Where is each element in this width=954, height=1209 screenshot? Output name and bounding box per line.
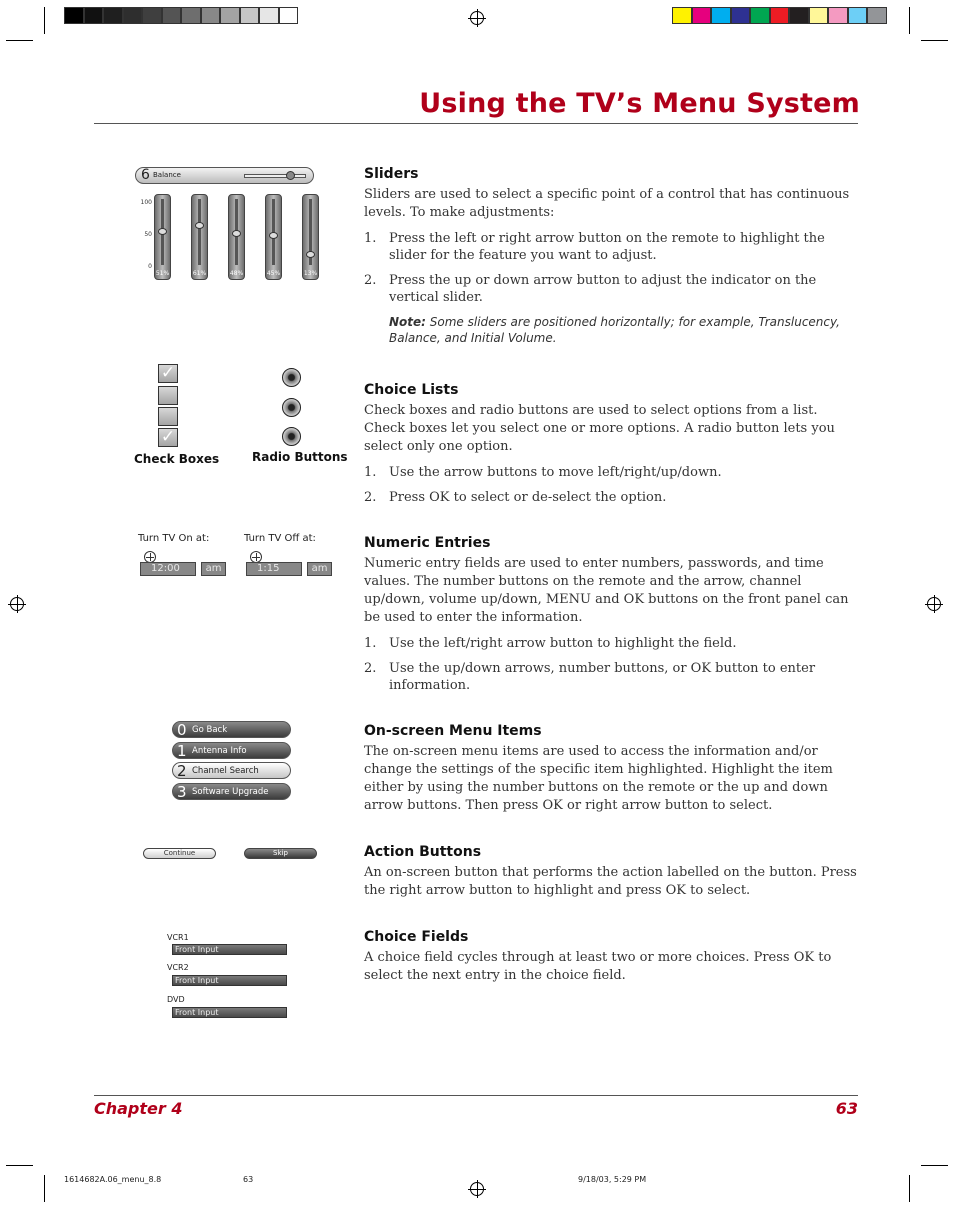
section-intro: Numeric entry fields are used to enter numbers, passwords, and time values. The number buttons on the remote and the arrow, channel up/down, volume up/down, MENU and OK buttons on the front panel can be used to enter the information. [364, 556, 849, 625]
continue-button[interactable]: Continue [143, 848, 216, 859]
radio-button[interactable] [282, 427, 301, 446]
slider-knob[interactable] [269, 232, 278, 239]
vertical-slider[interactable] [154, 194, 171, 280]
crop-mark [921, 1165, 948, 1166]
turn-on-time-field[interactable]: 12:00 [140, 562, 196, 576]
menu-item-label: Software Upgrade [192, 787, 269, 797]
action-buttons-section [364, 844, 858, 900]
menu-item-software-upgrade[interactable] [172, 783, 291, 800]
registration-mark-icon [470, 1182, 484, 1196]
step-item: 1. Use the left/right arrow button to highlight the field. [364, 636, 737, 651]
crop-mark [44, 7, 45, 34]
choice-fields-section [364, 929, 858, 985]
menu-item-label: Channel Search [192, 766, 259, 776]
choice-field[interactable]: Front Input [172, 1007, 287, 1018]
color-swatch [220, 7, 240, 24]
slider-knob[interactable] [286, 171, 295, 180]
slider-value: 48% [229, 270, 244, 277]
registration-mark-icon [470, 11, 484, 25]
section-heading: Numeric Entries [364, 535, 491, 551]
step-item: 1. Press the left or right arrow button on the remote to highlight the slider for the feature you want to adjust. [364, 231, 825, 263]
color-swatch [848, 7, 868, 24]
color-swatch [750, 7, 770, 24]
steps-list [364, 635, 858, 694]
step-item: 2. Use the up/down arrows, number buttons, or OK button to enter information. [364, 661, 816, 693]
turn-off-label: Turn TV Off at: [244, 533, 316, 544]
crop-mark [921, 40, 948, 41]
radio-button[interactable] [282, 368, 301, 387]
menu-item-channel-search[interactable] [172, 762, 291, 779]
choice-field[interactable]: Front Input [172, 944, 287, 955]
choice-lists-section [364, 382, 858, 514]
color-swatch [711, 7, 731, 24]
slider-knob[interactable] [158, 228, 167, 235]
color-swatch [731, 7, 751, 24]
section-heading: Choice Fields [364, 929, 469, 945]
slug-page: 63 [243, 1175, 254, 1184]
section-intro: Check boxes and radio buttons are used to select options from a list. Check boxes let you select one or more options. A radio button lets you select only one option. [364, 403, 835, 454]
color-swatch [162, 7, 182, 24]
registration-mark-icon [927, 597, 941, 611]
color-swatch [867, 7, 887, 24]
chapter-label: Chapter 4 [94, 1099, 183, 1118]
color-swatch [240, 7, 260, 24]
footer-rule [94, 1095, 858, 1096]
skip-button[interactable]: Skip [244, 848, 317, 859]
menu-item-antenna-info[interactable] [172, 742, 291, 759]
slider-value: 51% [155, 270, 170, 277]
menu-item-label: Go Back [192, 725, 228, 735]
color-swatch [809, 7, 829, 24]
color-swatch [181, 7, 201, 24]
choice-field[interactable]: Front Input [172, 975, 287, 986]
step-item: 2. Press OK to select or de-select the option. [364, 490, 667, 505]
sliders-section [364, 166, 858, 346]
radio-button[interactable] [282, 398, 301, 417]
slider-knob[interactable] [195, 222, 204, 229]
menu-item-label: Antenna Info [192, 746, 247, 756]
slider-knob[interactable] [232, 230, 241, 237]
slug-filename: 1614682A.06_menu_8.8 [64, 1175, 162, 1184]
steps-list [364, 230, 858, 306]
checkbox[interactable]: ✓ [158, 428, 178, 447]
crop-mark [909, 7, 910, 34]
section-intro: An on-screen button that performs the action labelled on the button. Press the right arrow button to highlight and press OK to select. [364, 865, 857, 898]
page-number: 63 [835, 1099, 858, 1118]
menu-items-section [364, 723, 858, 815]
menu-item-number: 1 [177, 742, 187, 760]
menu-item-number: 3 [177, 783, 187, 801]
crop-mark [44, 1175, 45, 1202]
crop-mark [6, 1165, 33, 1166]
vertical-slider[interactable] [228, 194, 245, 280]
section-intro: A choice field cycles through at least two or more choices. Press OK to select the next entry in the choice field. [364, 950, 832, 983]
slug-date: 9/18/03, 5:29 PM [578, 1175, 647, 1184]
check-boxes-caption: Check Boxes [134, 452, 220, 466]
note: Note: Some sliders are positioned horizontally; for example, Translucency, Balance, and Initial Volume. [389, 315, 840, 345]
color-swatch [201, 7, 221, 24]
balance-slider[interactable] [135, 167, 314, 184]
color-swatch [828, 7, 848, 24]
checkbox[interactable] [158, 386, 178, 405]
slider-value: 61% [192, 270, 207, 277]
axis-label: 50 [144, 231, 152, 238]
header-rule [94, 123, 858, 124]
color-swatch [123, 7, 143, 24]
turn-on-label: Turn TV On at: [138, 533, 210, 544]
section-heading: Choice Lists [364, 382, 459, 398]
color-swatch [142, 7, 162, 24]
section-intro: Sliders are used to select a specific point of a control that has continuous levels. To make adjustments: [364, 187, 850, 220]
choice-field-label: VCR1 [167, 933, 189, 942]
registration-mark-icon [10, 597, 24, 611]
color-swatch [770, 7, 790, 24]
radio-buttons-caption: Radio Buttons [252, 450, 348, 464]
section-heading: Action Buttons [364, 844, 482, 860]
color-swatch [789, 7, 809, 24]
section-heading: Sliders [364, 166, 419, 182]
axis-label: 0 [148, 263, 152, 270]
color-swatch [279, 7, 299, 24]
slider-knob[interactable] [306, 251, 315, 258]
slider-value: 45% [266, 270, 281, 277]
checkbox[interactable] [158, 407, 178, 426]
menu-item-number: 0 [177, 721, 187, 739]
menu-item-go-back[interactable] [172, 721, 291, 738]
crop-mark [909, 1175, 910, 1202]
crop-mark [6, 40, 33, 41]
axis-label: 100 [140, 199, 152, 206]
color-swatch [672, 7, 692, 24]
numeric-entries-section [364, 535, 858, 702]
color-swatch [692, 7, 712, 24]
section-intro: The on-screen menu items are used to access the information and/or change the settings of the specific item highlighted. Highlight the item either by using the number buttons on the remote or the up and down arrow buttons. Then press OK or right arrow button to select. [364, 744, 833, 813]
step-item: 1. Use the arrow buttons to move left/right/up/down. [364, 465, 722, 480]
checkbox[interactable]: ✓ [158, 364, 178, 383]
vertical-slider[interactable] [265, 194, 282, 280]
vertical-slider[interactable] [191, 194, 208, 280]
choice-field-label: DVD [167, 995, 185, 1004]
color-swatch [103, 7, 123, 24]
color-swatch [64, 7, 84, 24]
menu-item-number: 2 [177, 762, 187, 780]
steps-list [364, 464, 858, 506]
slider-label: Balance [153, 171, 181, 179]
step-item: 2. Press the up or down arrow button to adjust the indicator on the vertical slider. [364, 273, 817, 305]
color-swatch [84, 7, 104, 24]
vertical-slider[interactable] [302, 194, 319, 280]
turn-off-time-field[interactable]: 1:15 [246, 562, 302, 576]
color-swatch [259, 7, 279, 24]
turn-off-ampm-field[interactable]: am [307, 562, 332, 576]
turn-on-ampm-field[interactable]: am [201, 562, 226, 576]
slider-track [244, 174, 306, 178]
slider-number: 6 [141, 167, 150, 183]
choice-field-label: VCR2 [167, 963, 189, 972]
section-heading: On-screen Menu Items [364, 723, 542, 739]
page-title: Using the TV’s Menu System [419, 88, 860, 119]
slider-value: 13% [303, 270, 318, 277]
